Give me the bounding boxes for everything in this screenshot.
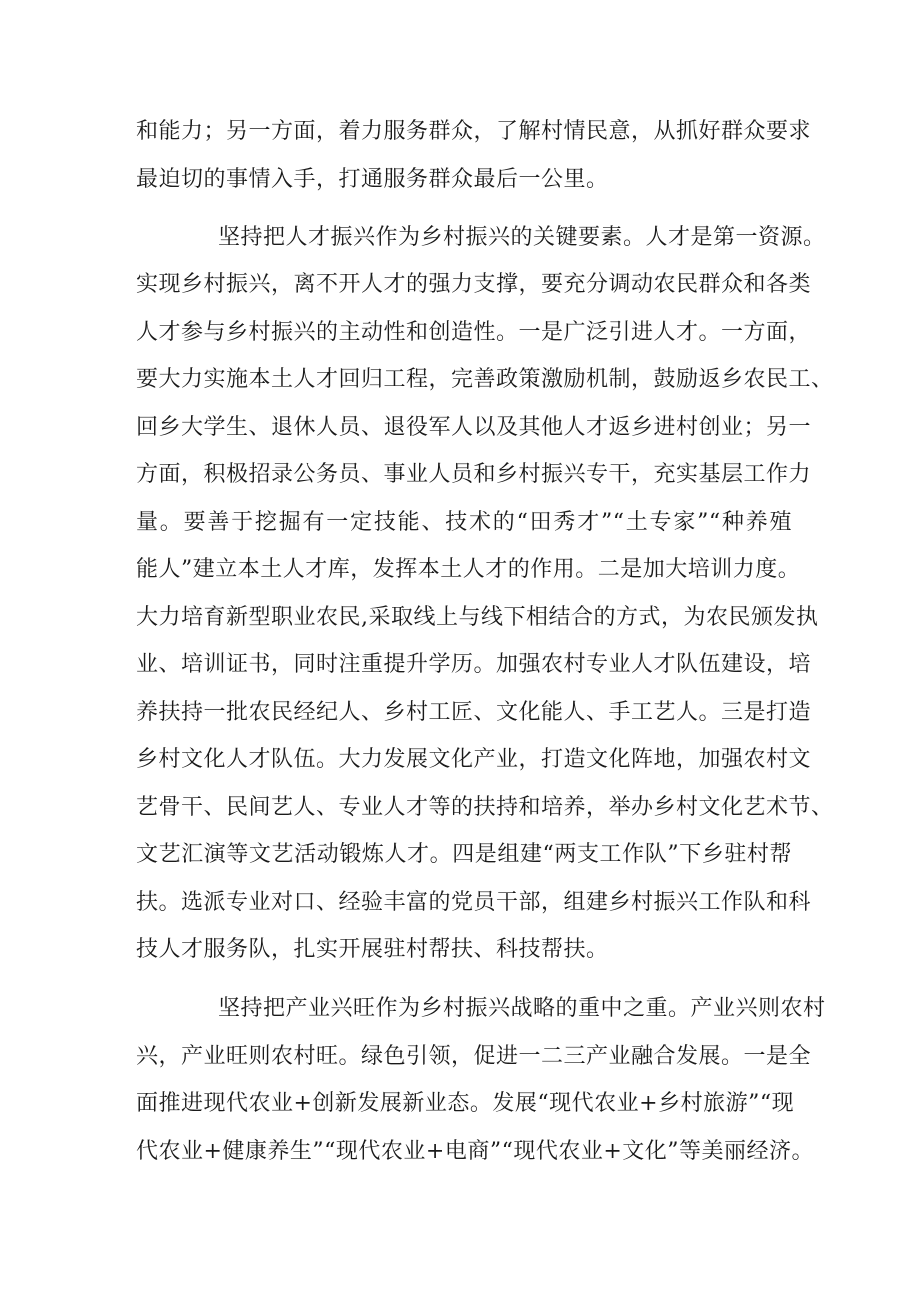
text-line: 坚持把产业兴旺作为乡村振兴战略的重中之重。产业兴则农村 xyxy=(218,996,826,1021)
text-line: 兴，产业旺则农村旺。绿色引领，促进一二三产业融合发展。一是全 xyxy=(136,1044,812,1069)
text-line: 代农业+健康养生”“现代农业+电商”“现代农业+文化”等美丽经济。 xyxy=(136,1139,815,1164)
text-line: 扶。选派专业对口、经验丰富的党员干部，组建乡村振兴工作队和科 xyxy=(136,890,812,915)
text-line: 乡村文化人才队伍。大力发展文化产业，打造文化阵地，加强农村文 xyxy=(136,747,812,772)
text-line: 最迫切的事情入手，打通服务群众最后一公里。 xyxy=(136,167,609,192)
text-line: 人才参与乡村振兴的主动性和创造性。一是广泛引进人才。一方面， xyxy=(136,320,812,345)
text-line: 坚持把人才振兴作为乡村振兴的关键要素。人才是第一资源。 xyxy=(218,225,826,250)
text-line: 大力培育新型职业农民,采取线上与线下相结合的方式，为农民颁发执 xyxy=(136,605,819,630)
text-line: 回乡大学生、退休人员、退役军人以及其他人才返乡进村创业；另一 xyxy=(136,415,812,440)
text-line: 能人”建立本土人才库，发挥本土人才的作用。二是加大培训力度。 xyxy=(136,557,801,582)
text-line: 艺骨干、民间艺人、专业人才等的扶持和培养，举办乡村文化艺术节、 xyxy=(136,795,834,820)
text-line: 养扶持一批农民经纪人、乡村工匠、文化能人、手工艺人。三是打造 xyxy=(136,700,812,725)
text-line: 量。要善于挖掘有一定技能、技术的“田秀才”“土专家”“种养殖 xyxy=(136,510,792,535)
text-line: 文艺汇演等文艺活动锻炼人才。四是组建“两支工作队”下乡驻村帮 xyxy=(136,842,792,867)
text-line: 技人才服务队，扎实开展驻村帮扶、科技帮扶。 xyxy=(136,937,609,962)
text-line: 面推进现代农业+创新发展新业态。发展“现代农业+乡村旅游”“现 xyxy=(136,1091,795,1116)
text-line: 实现乡村振兴，离不开人才的强力支撑，要充分调动农民群众和各类 xyxy=(136,272,812,297)
text-line: 业、培训证书，同时注重提升学历。加强农村专业人才队伍建设，培 xyxy=(136,652,812,677)
text-line: 要大力实施本土人才回归工程，完善政策激励机制，鼓励返乡农民工、 xyxy=(136,367,834,392)
text-line: 方面，积极招录公务员、事业人员和乡村振兴专干，充实基层工作力 xyxy=(136,462,812,487)
text-line: 和能力；另一方面，着力服务群众，了解村情民意，从抓好群众要求 xyxy=(136,119,812,144)
